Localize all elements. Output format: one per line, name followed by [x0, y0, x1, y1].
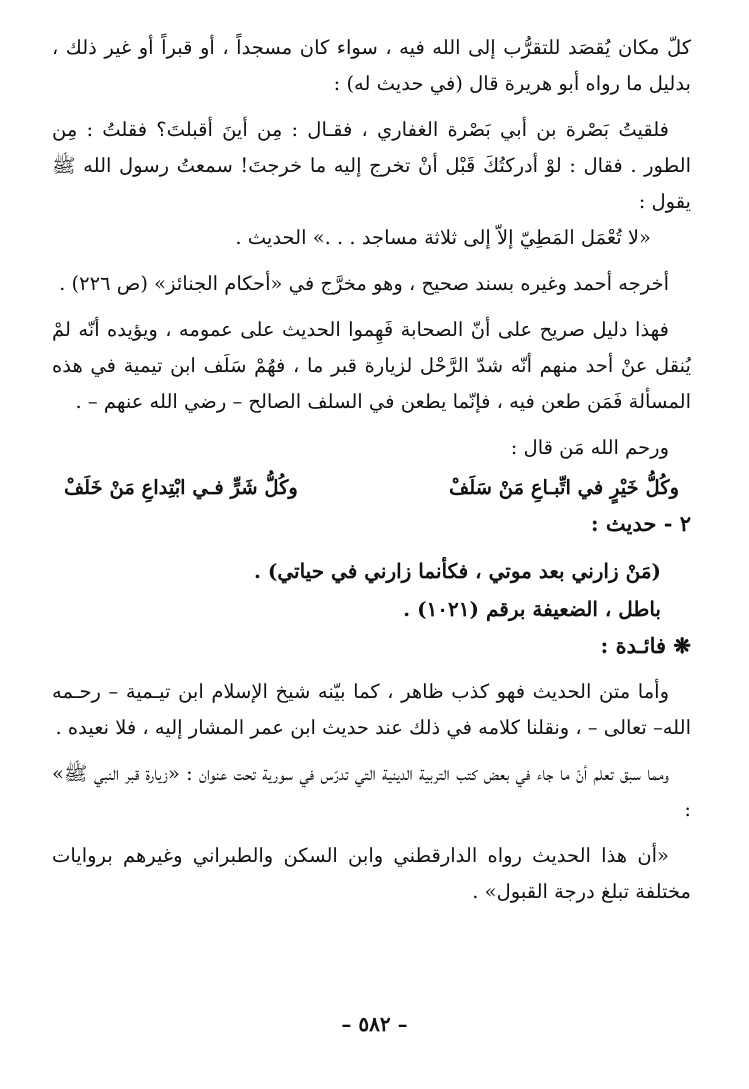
paragraph-takhrij: أخرجه أحمد وغيره بسند صحيح ، وهو مخرَّج في «أحكام الجنائز» (ص ٢٢٦) . [59, 272, 669, 295]
poem-first-hemistich: وكُلُّ خَيْرٍ في اتِّبـاعِ مَنْ سَلَفْ [449, 476, 679, 499]
paragraph-benefit-2: ومما سبق تعلم أنّ ما جاء في بعض كتب التربية الدينية التي تدرّس في سورية تحت عنوان : «زيارة قبر النبي ﷺ» : [52, 762, 691, 821]
poem-verse [52, 470, 691, 506]
star-icon: ❋ [673, 633, 691, 658]
paragraph-benefit-1: وأما متن الحديث فهو كذب ظاهر ، كما بيّنه شيخ الإسلام ابن تيـمية – رحـمه الله– تعالى – ، ونقلنا كلامه في ذلك عند حديث ابن عمر المشار إليه ، فلا نعيده . [52, 680, 691, 739]
section-heading-hadith-2: ٢ - حديث : [590, 511, 691, 536]
paragraph-narration: فلقيتُ بَصْرة بن أبي بَصْرة الغفاري ، فقـال : مِن أينَ أقبلتَ؟ فقلتُ : مِن الطور . فقال : لوْ أدركتُكَ قَبْل أنْ تخرج إليه ما خرجتَ! سمعتُ رسول الله ﷺ يقول : [52, 118, 691, 213]
benefit-heading-label: فائـدة : [600, 633, 667, 658]
paragraph-benefit-quote: «أن هذا الحديث رواه الدارقطني وابن السكن والطبراني وغيرهم بروايات مختلفة تبلغ درجة القبول» . [52, 844, 691, 903]
page-number: – ٥٨٢ – [341, 1012, 408, 1036]
paragraph-hadith-quote: «لا تُعْمَل المَطِيّ إلاّ إلى ثلاثة مساجد . . .» الحديث . [235, 226, 651, 249]
hadith-text: (مَنْ زارني بعد موتي ، فكأنما زارني في حياتي) . [253, 559, 661, 583]
paragraph-poem-intro: ورحم الله مَن قال : [510, 436, 669, 459]
benefit-heading [52, 628, 691, 664]
paragraph-evidence: فهذا دليل صريح على أنّ الصحابة فَهِموا الحديث على عمومه ، ويؤيده أنّه لمْ يُنقل عنْ أحد منهم أنّه شدّ الرَّحْل لزيارة قبر ما ، فهُمْ سَلَف ابن تيمية في هذه المسألة فَمَن طعن فيه ، فإنّما يطعن في السلف الصالح – رضي الله عنهم – . [52, 318, 691, 413]
hadith-verdict: باطل ، الضعيفة برقم (١٠٢١) . [403, 597, 661, 621]
paragraph-intro: كلّ مكان يُقصَد للتقرُّب إلى الله فيه ، سواء كان مسجداً ، أو قبراً أو غير ذلك ، بدليل ما رواه أبو هريرة قال (في حديث له) : [52, 36, 691, 95]
poem-second-hemistich: وكُلُّ شَرٍّ فـي ابْتِداعِ مَنْ خَلَفْ [64, 476, 298, 499]
